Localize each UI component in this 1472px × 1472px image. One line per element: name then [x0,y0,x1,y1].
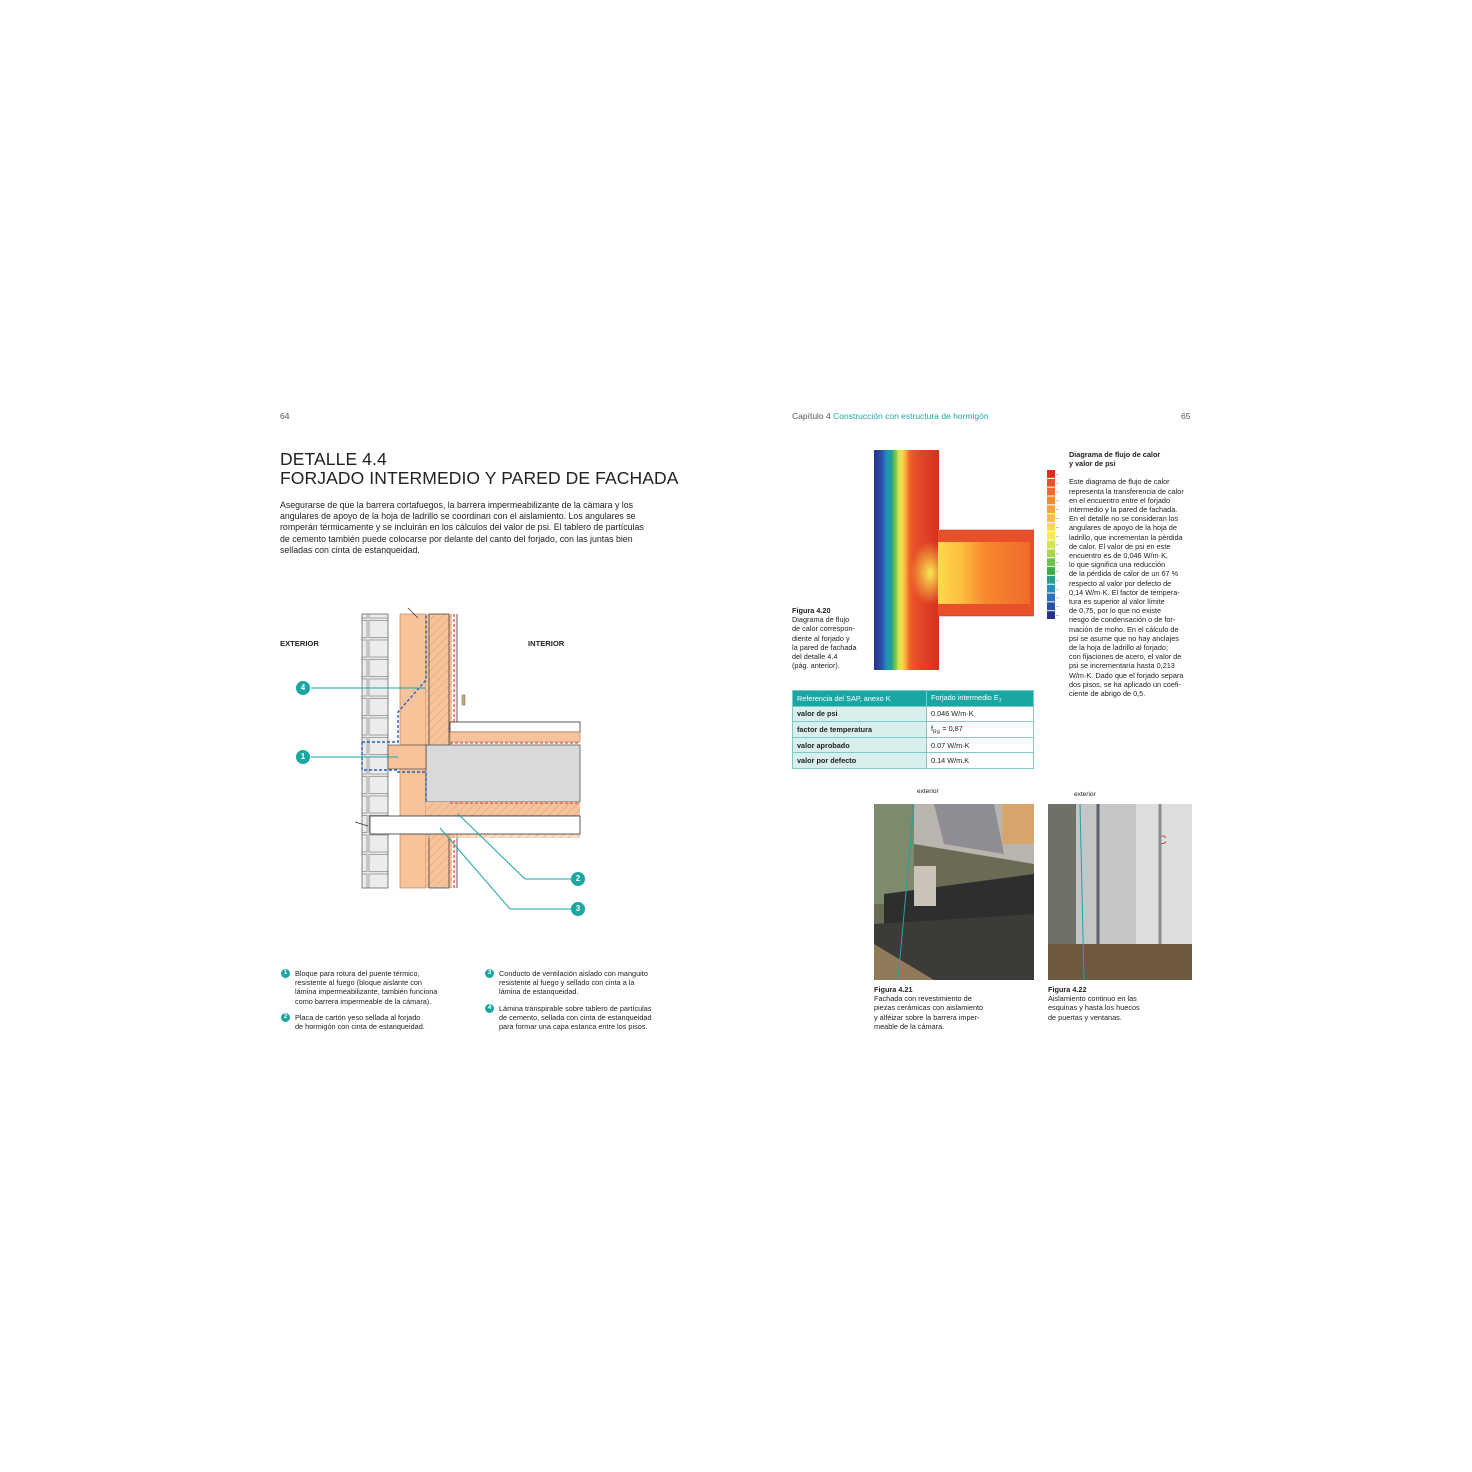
header-text: Forjado intermedio E [931,692,999,702]
table-value: 0.07 W/m·K [927,737,1034,753]
concrete-slab [426,745,580,802]
legend-badge: 1 [281,969,290,978]
caption-line: (pág. anterior). [792,661,840,671]
legend-line: resistente al fuego (bloque aislante con [295,978,422,988]
figure-label: Figura 4.21 [874,985,913,994]
table-row [793,737,1034,753]
table-header-row [793,691,1034,707]
sidebar-line: encuentro es de 0,046 W/m·K, [1069,551,1168,561]
table-value: 0.14 W/m.K [927,753,1034,769]
photo-label-exterior: exterior [1074,791,1096,798]
table-header-cell [927,691,1034,707]
legend-line: de hormigón con cinta de estanqueidad. [295,1022,425,1032]
chapter-label: Capítulo 4 [792,411,831,421]
sidebar-line: En el detalle no se consideran los [1069,514,1179,524]
legend-item-3 [485,969,648,997]
sidebar-line: de 0,75, por lo que no existe [1069,606,1162,616]
caption-line: piezas cerámicas con aislamiento [874,1003,984,1013]
legend-badge: 3 [485,969,494,978]
heat-scale-swatch [1047,514,1055,522]
caption-line: de calor correspon- [792,624,855,634]
legend-line: Conducto de ventilación aislado con manguito [499,969,648,978]
header-sub: 7 [998,698,1002,705]
intro-paragraph [280,500,680,556]
figure-4-22-caption [1048,985,1140,1022]
sidebar-line: W/m·K. Dado que el forjado separa [1069,670,1184,680]
page-title [280,450,678,488]
sidebar-line: de la pérdida de calor de un 67 % [1069,569,1179,579]
value-suffix: = 0,87 [940,723,963,733]
heat-scale-swatch [1047,523,1055,531]
heat-scale-swatch [1047,479,1055,487]
sidebar-line: mación de moho. En el cálculo de [1069,624,1179,634]
callout-4: 4 [296,681,310,695]
brick-leaf [362,614,388,888]
heat-scale-swatch [1047,470,1055,478]
page-number-right: 65 [1181,411,1191,421]
heat-scale-swatch [1047,602,1055,610]
heat-scale-swatch [1047,594,1055,602]
ventilation-duct [370,816,580,834]
running-head [792,411,989,421]
intro-line: angulares de apoyo de la hoja de ladrillo se coordinan con el aislamiento. Los angulares se [280,511,636,522]
legend-badge: 2 [281,1013,290,1022]
table-row [793,753,1034,769]
sidebar-line: psi se incrementaría hasta 0,213 [1069,661,1175,671]
sidebar-line: ciente de abrigo de 0,5. [1069,689,1146,699]
caption-line: Fachada con revestimiento de [874,994,972,1004]
table-key: factor de temperatura [793,722,927,738]
heat-scale [1045,465,1065,620]
heat-flow-diagram [874,450,1034,670]
svg-text:C: C [1158,833,1167,847]
sidebar-line: representa la transferencia de calor [1069,486,1184,496]
caption-line: y alféizar sobre la barrera imper- [874,1012,980,1022]
heat-scale-swatch [1047,611,1055,619]
figure-label: Figura 4.20 [792,606,831,615]
caption-line: esquinas y hasta los huecos [1048,1003,1140,1013]
chapter-title: Construcción con estructura de hormigón [833,411,989,421]
exterior-label: EXTERIOR [280,639,319,648]
callout-3: 3 [571,902,585,916]
sap-table [792,690,1034,769]
title-line-1: DETALLE 4.4 [280,449,387,469]
legend-line: Placa de cartón yeso sellada al forjado [295,1013,421,1022]
intro-line: Asegurarse de que la barrera cortafuegos, la barrera impermeabilizante de la cámara y los [280,500,634,510]
legend-line: de cemento, sellada con cinta de estanqueidad [499,1013,652,1023]
heat-scale-swatch [1047,549,1055,557]
figure-4-20-caption [792,606,857,670]
table-value [927,722,1034,738]
figure-4-21-caption [874,985,983,1031]
sidebar-line: respecto al valor por defecto de [1069,578,1172,588]
intro-line: selladas con cinta de estanqueidad. [280,544,420,555]
sidebar-line: de calor. El valor de psi en este [1069,541,1171,551]
legend-item-4 [485,1004,652,1032]
heat-scale-swatch [1047,558,1055,566]
caption-line: la pared de fachada [792,642,857,652]
heat-scale-swatch [1047,576,1055,584]
caption-line: Diagrama de flujo [792,615,850,625]
legend-line: Lámina transpirable sobre tablero de partículas [499,1004,652,1013]
legend-item-1 [281,969,437,1006]
heat-scale-swatch [1047,505,1055,513]
legend-line: para formar una capa estanca entre los pisos. [499,1022,648,1032]
heat-scale-swatch [1047,532,1055,540]
photo-figure-4-22 [1048,804,1192,980]
intro-line: romperán térmicamente y se incluirán en los cálculos del valor de psi. El tablero de partículas [280,522,644,533]
table-key: valor por defecto [793,753,927,769]
sidebar-line: lo que significa una reducción [1069,560,1166,570]
legend-badge: 4 [485,1004,494,1013]
construction-detail-drawing [280,600,610,930]
value-sub: Rsi [933,729,941,736]
heat-scale-swatch [1047,585,1055,593]
legend-line: resistente al fuego y sellado con cinta a la [499,978,635,988]
table-value: 0.046 W/m·K [927,706,1034,722]
legend-line: lámina de estanqueidad. [499,987,579,997]
caption-line: de puertas y ventanas. [1048,1012,1122,1022]
callout-2: 2 [571,872,585,886]
sidebar-line: riesgo de condensación o de for- [1069,615,1176,625]
heat-scale-swatch [1047,567,1055,575]
sidebar-heading: y valor de psi [1069,459,1116,469]
sidebar-line: intermedio y la pared de fachada. [1069,505,1178,515]
photo-label-exterior: exterior [917,788,939,795]
sidebar-line: tura es superior al valor límite [1069,597,1165,607]
sidebar-heading: Diagrama de flujo de calor [1069,450,1161,459]
caption-line: diente al forjado y [792,633,850,643]
sidebar-line: angulares de apoyo de la hoja de [1069,523,1177,533]
sidebar-line: ladrillo, que incrementan la pérdida [1069,532,1183,542]
heat-scale-swatch [1047,488,1055,496]
value-prefix: f [931,723,934,733]
sidebar-line: con fijaciones de acero, el valor de [1069,652,1182,662]
legend-line: Bloque para rotura del puente térmico, [295,969,420,978]
sidebar-line: Este diagrama de flujo de calor [1069,477,1170,487]
legend-line: lámina impermeabilizante, también funciona [295,987,438,997]
caption-line: meable de la cámara. [874,1021,945,1031]
sidebar-line: dos pisos, se ha aplicado un coefi- [1069,679,1181,689]
table-row [793,706,1034,722]
title-line-2: FORJADO INTERMEDIO Y PARED DE FACHADA [280,468,679,488]
sidebar-line: psi se asume que no hay anclajes [1069,633,1179,643]
legend-line: como barrera impermeable de la cámara). [295,996,432,1006]
sidebar-heat-flow [1069,450,1199,698]
heat-scale-swatch [1047,541,1055,549]
sidebar-line: en el encuentro entre el forjado [1069,495,1171,505]
sidebar-line: 0,14 W/m·K. El factor de tempera- [1069,587,1180,597]
heat-scale-swatch [1047,496,1055,504]
table-key: valor de psi [793,706,927,722]
photo-figure-4-21 [874,804,1034,980]
sidebar-line: de la hoja de ladrillo al forjado; [1069,643,1168,653]
legend-item-2 [281,1013,425,1031]
table-key: valor aprobado [793,737,927,753]
page-number-left: 64 [280,411,290,421]
figure-label: Figura 4.22 [1048,985,1087,994]
interior-label: INTERIOR [528,639,565,648]
caption-line: Aislamiento continuo en las [1048,994,1137,1004]
caption-line: del detalle 4.4 [792,652,838,662]
table-row [793,722,1034,738]
table-header-cell: Referencia del SAP, anexo K [793,691,927,707]
intro-line: de cemento también puede colocarse por delante del canto del forjado, con las juntas bien [280,533,633,544]
callout-1: 1 [296,750,310,764]
